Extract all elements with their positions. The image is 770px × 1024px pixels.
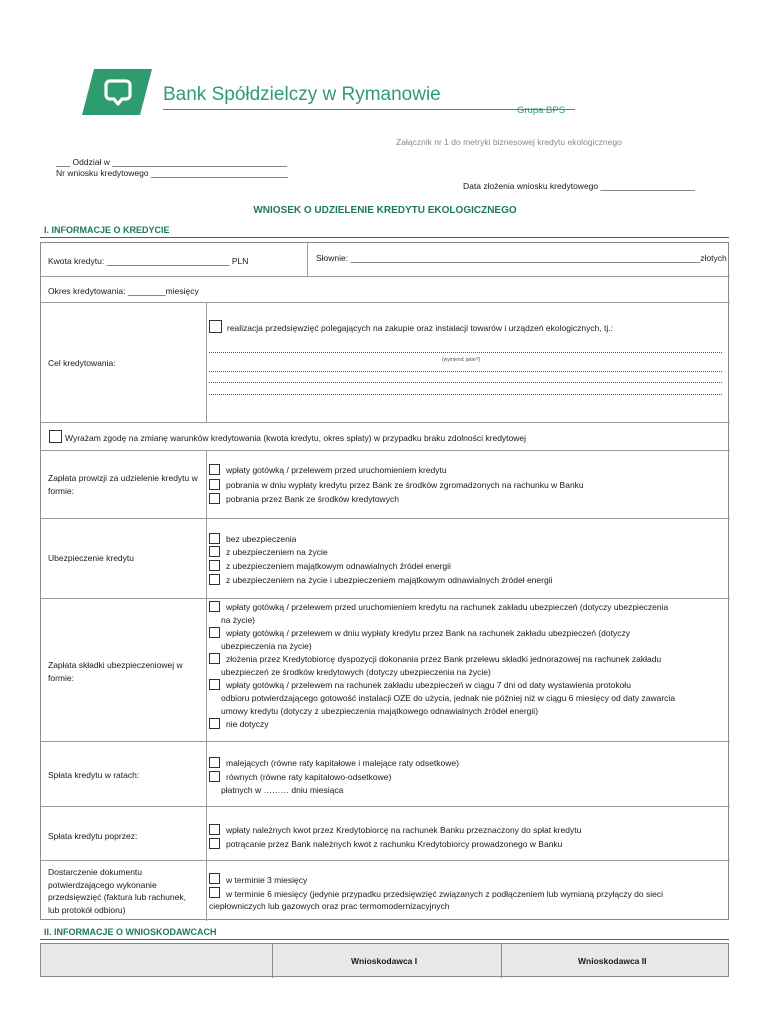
repayment-checkbox-1[interactable] xyxy=(209,824,220,835)
application-number-field[interactable]: Nr wniosku kredytowego _____________________________ xyxy=(56,168,289,178)
purpose-checkbox[interactable] xyxy=(209,320,222,333)
section-2-title: II. INFORMACJE O WNIOSKODAWCACH xyxy=(44,927,217,937)
installments-checkbox-2[interactable] xyxy=(209,771,220,782)
applicant-1-header: Wnioskodawca I xyxy=(351,956,418,966)
installments-day-field[interactable]: płatnych w ……… dniu miesiąca xyxy=(221,785,344,795)
installments-label: Spłata kredytu w ratach: xyxy=(48,770,140,780)
repayment-option-1: wpłaty należnych kwot przez Kredytobiorcę na rachunek Banku przeznaczony do spłat kredytu xyxy=(226,825,582,835)
purpose-line-1[interactable] xyxy=(209,352,722,354)
consent-checkbox[interactable] xyxy=(49,430,62,443)
purpose-line-3[interactable] xyxy=(209,382,722,384)
repayment-label: Spłata kredytu poprzez: xyxy=(48,831,138,841)
applicants-table xyxy=(40,943,729,977)
bank-name: Bank Spółdzielczy w Rymanowie xyxy=(163,84,441,105)
premium-line-3: wpłaty gotówką / przelewem w dniu wypłaty kredytu przez Bank na rachunek zakładu ubezpieczeń (dotyczy xyxy=(226,628,630,638)
annex-note: Załącznik nr 1 do metryki biznesowej kredytu ekologicznego xyxy=(396,137,622,147)
purpose-hint: (wymienić jakie?) xyxy=(442,357,481,363)
credit-period-field[interactable]: Okres kredytowania: ________miesięcy xyxy=(48,286,199,296)
insurance-option-3: z ubezpieczeniem majątkowym odnawialnych źródeł energii xyxy=(226,561,451,571)
premium-line-2: na życie) xyxy=(221,615,256,625)
insurance-option-4: z ubezpieczeniem na życie i ubezpieczeniem majątkowym odnawialnych źródeł energii xyxy=(226,575,553,585)
delivery-checkbox-2[interactable] xyxy=(209,887,220,898)
insurance-checkbox-2[interactable] xyxy=(209,546,220,557)
group-name: Grupa BPS xyxy=(517,105,566,116)
commission-label: Zapłata prowizji za udzielenie kredytu w formie: xyxy=(48,473,198,496)
insurance-checkbox-4[interactable] xyxy=(209,574,220,585)
document-title: WNIOSEK O UDZIELENIE KREDYTU EKOLOGICZNEGO xyxy=(253,205,517,216)
delivery-label: Dostarczenie dokumentu potwierdzającego wykonanie przedsięwzięć (faktura lub rachunek, lub protokół odbioru) xyxy=(48,867,186,915)
insurance-checkbox-3[interactable] xyxy=(209,560,220,571)
premium-line-7: wpłaty gotówką / przelewem na rachunek zakładu ubezpieczeń w ciągu 7 dni od daty wystawienia protokołu xyxy=(226,680,631,690)
installments-option-1: malejących (równe raty kapitałowe i malejące raty odsetkowe) xyxy=(226,758,459,768)
purpose-option: realizacja przedsięwzięć polegających na zakupie oraz instalacji towarów i urządzeń ekologicznych, tj.: xyxy=(227,323,613,333)
delivery-option-1: w terminie 3 miesięcy xyxy=(226,875,308,885)
commission-option-1: wpłaty gotówką / przelewem przed uruchomieniem kredytu xyxy=(226,465,447,475)
delivery-option-2-cont: ciepłowniczych lub gazowych oraz prac termomodernizacyjnych xyxy=(209,901,450,911)
premium-line-10: nie dotyczy xyxy=(226,719,269,729)
credit-info-table xyxy=(40,242,729,920)
installments-option-2: równych (równe raty kapitałowo-odsetkowe) xyxy=(226,772,392,782)
premium-checkbox-2[interactable] xyxy=(209,627,220,638)
purpose-line-2[interactable] xyxy=(209,371,722,373)
delivery-checkbox-1[interactable] xyxy=(209,873,220,884)
purpose-line-4[interactable] xyxy=(209,394,722,396)
section-1-underline xyxy=(40,237,729,238)
amount-in-words-field[interactable]: Słownie: __________________________________________________________________________złotych xyxy=(316,253,727,263)
consent-text: Wyrażam zgodę na zmianę warunków kredytowania (kwota kredytu, okres spłaty) w przypadku braku zdolności kredytowej xyxy=(65,433,527,443)
header-divider xyxy=(163,109,575,110)
bank-logo-icon xyxy=(82,69,152,115)
repayment-checkbox-2[interactable] xyxy=(209,838,220,849)
premium-line-4: ubezpieczenia na życie) xyxy=(221,641,312,651)
purpose-label: Cel kredytowania: xyxy=(48,358,116,368)
section-2-underline xyxy=(40,939,729,940)
premium-label: Zapłata składki ubezpieczeniowej w formie: xyxy=(48,660,183,683)
premium-checkbox-1[interactable] xyxy=(209,601,220,612)
installments-checkbox-1[interactable] xyxy=(209,757,220,768)
premium-checkbox-5[interactable] xyxy=(209,718,220,729)
section-1-title: I. INFORMACJE O KREDYCIE xyxy=(44,225,170,235)
premium-line-9: umowy kredytu (dotyczy z ubezpieczenia majątkowego odnawialnych źródeł energii) xyxy=(221,706,539,716)
insurance-option-1: bez ubezpieczenia xyxy=(226,534,297,544)
delivery-option-2: w terminie 6 miesięcy (jedynie przypadku przedsięwzięć związanych z podłączeniem lub wymianą przyłączy do sieci xyxy=(226,889,663,899)
repayment-option-2: potrącanie przez Bank należnych kwot z rachunku Kredytobiorcy prowadzonego w Banku xyxy=(226,839,563,849)
commission-checkbox-3[interactable] xyxy=(209,493,220,504)
insurance-label: Ubezpieczenie kredytu xyxy=(48,553,134,563)
applicant-2-header: Wnioskodawca II xyxy=(578,956,647,966)
premium-line-6: ubezpieczeń ze środków kredytowych (dotyczy ubezpieczenia na życie) xyxy=(221,667,491,677)
application-date-field[interactable]: Data złożenia wniosku kredytowego ____________________ xyxy=(463,181,696,191)
premium-checkbox-4[interactable] xyxy=(209,679,220,690)
premium-checkbox-3[interactable] xyxy=(209,653,220,664)
commission-option-3: pobrania przez Bank ze środków kredytowych xyxy=(226,494,399,504)
insurance-option-2: z ubezpieczeniem na życie xyxy=(226,547,328,557)
credit-amount-field[interactable]: Kwota kredytu: __________________________ PLN xyxy=(48,256,249,266)
premium-line-5: złożenia przez Kredytobiorcę dyspozycji dokonania przez Bank przelewu składki jednorazowej na rachunek zakładu xyxy=(226,654,662,664)
commission-checkbox-1[interactable] xyxy=(209,464,220,475)
premium-line-1: wpłaty gotówką / przelewem przed uruchomieniem kredytu na rachunek zakładu ubezpieczeń (dotyczy ubezpieczenia xyxy=(226,602,669,612)
branch-field[interactable]: ___ Oddział w _____________________________________ xyxy=(56,157,288,167)
commission-checkbox-2[interactable] xyxy=(209,479,220,490)
commission-option-2: pobrania w dniu wypłaty kredytu przez Bank ze środków zgromadzonych na rachunku w Banku xyxy=(226,480,584,490)
premium-line-8: odbioru potwierdzającego gotowość instalacji OZE do użycia, jednak nie później niż w ciągu 6 miesięcy od daty zawarcia xyxy=(221,693,676,703)
insurance-checkbox-1[interactable] xyxy=(209,533,220,544)
